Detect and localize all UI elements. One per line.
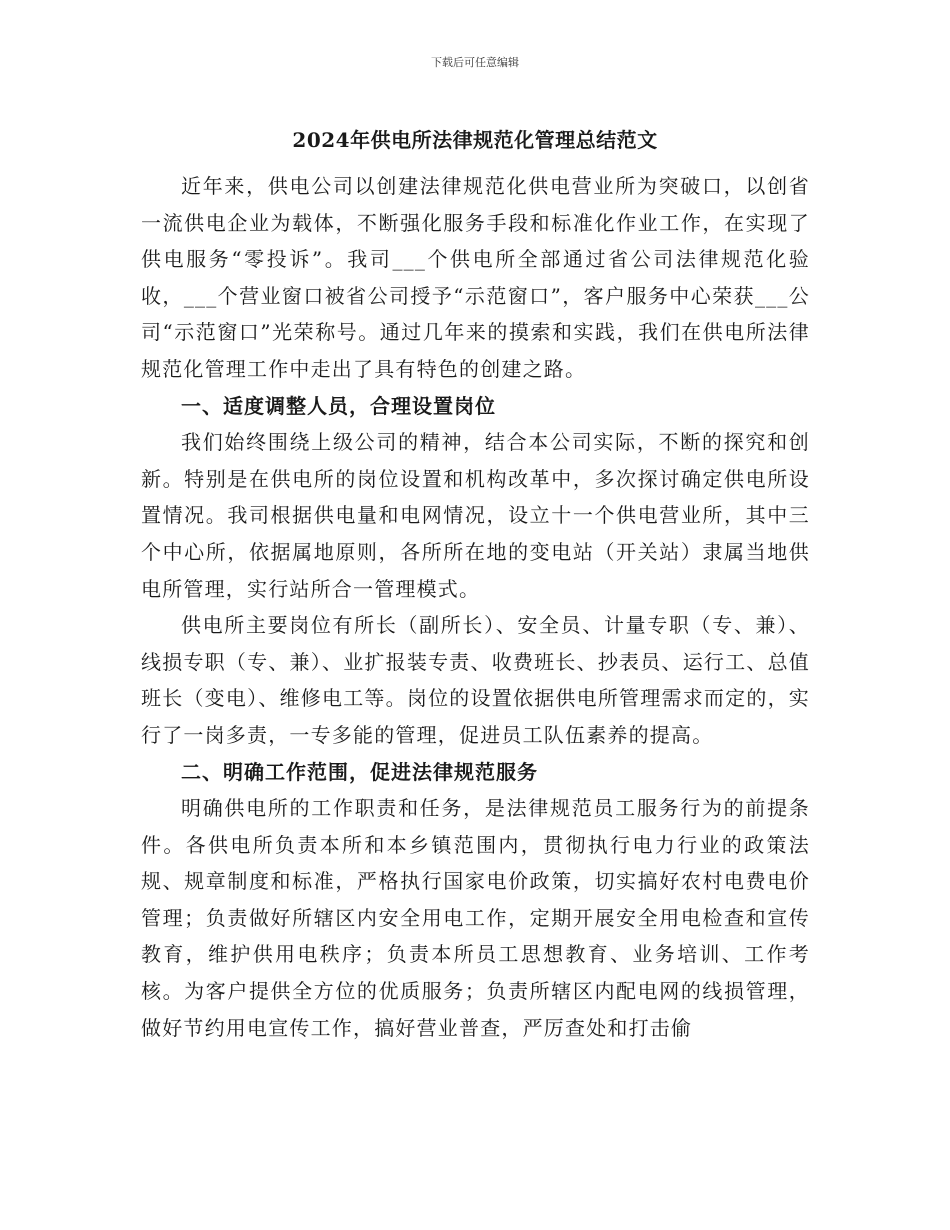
section-2-paragraph-1: 明确供电所的工作职责和任务，是法律规范员工服务行为的前提条件。各供电所负责本所和本乡镇范围内，贯彻执行电力行业的政策法规、规章制度和标准，严格执行国家电价政策，切实搞好农村电费电价管理；负责做好所辖区内安全用电工作，定期开展安全用电检查和宣传教育，维护供用电秩序；负责本所员工思想教育、业务培训、工作考核。为客户提供全方位的优质服务；负责所辖区内配电网的线损管理，做好节约用电宣传工作，搞好营业普查，严厉查处和打击偷 xyxy=(141,796,810,1040)
section-1-paragraph-1: 我们始终围绕上级公司的精神，结合本公司实际，不断的探究和创新。特别是在供电所的岗位设置和机构改革中，多次探讨确定供电所设置情况。我司根据供电量和电网情况，设立十一个供电营业所，其中三个中心所，依据属地原则，各所所在地的变电站（开关站）隶属当地供电所管理，实行站所合一管理模式。 xyxy=(141,430,810,601)
intro-paragraph: 近年来，供电公司以创建法律规范化供电营业所为突破口，以创省一流供电企业为载体，不断强化服务手段和标准化作业工作，在实现了供电服务“零投诉”。我司___个供电所全部通过省公司法律规范化验收，___个营业窗口被省公司授予“示范窗口”，客户服务中心荣获___公司“示范窗口”光荣称号。通过几年来的摸索和实践，我们在供电所法律规范化管理工作中走出了具有特色的创建之路。 xyxy=(141,174,810,381)
section-1-paragraph-2: 供电所主要岗位有所长（副所长）、安全员、计量专职（专、兼）、线损专职（专、兼）、业扩报装专责、收费班长、抄表员、运行工、总值班长（变电）、维修电工等。岗位的设置依据供电所管理需求而定的，实行了一岗多责，一专多能的管理，促进员工队伍素养的提高。 xyxy=(141,613,810,747)
page-header-note: 下载后可任意编辑 xyxy=(431,56,519,69)
document-body xyxy=(141,168,810,1046)
section-1-heading: 一、适度调整人员，合理设置岗位 xyxy=(181,393,496,418)
document-title: 2024年供电所法律规范化管理总结范文 xyxy=(292,128,658,152)
section-2-heading: 二、明确工作范围，促进法律规范服务 xyxy=(181,759,538,784)
